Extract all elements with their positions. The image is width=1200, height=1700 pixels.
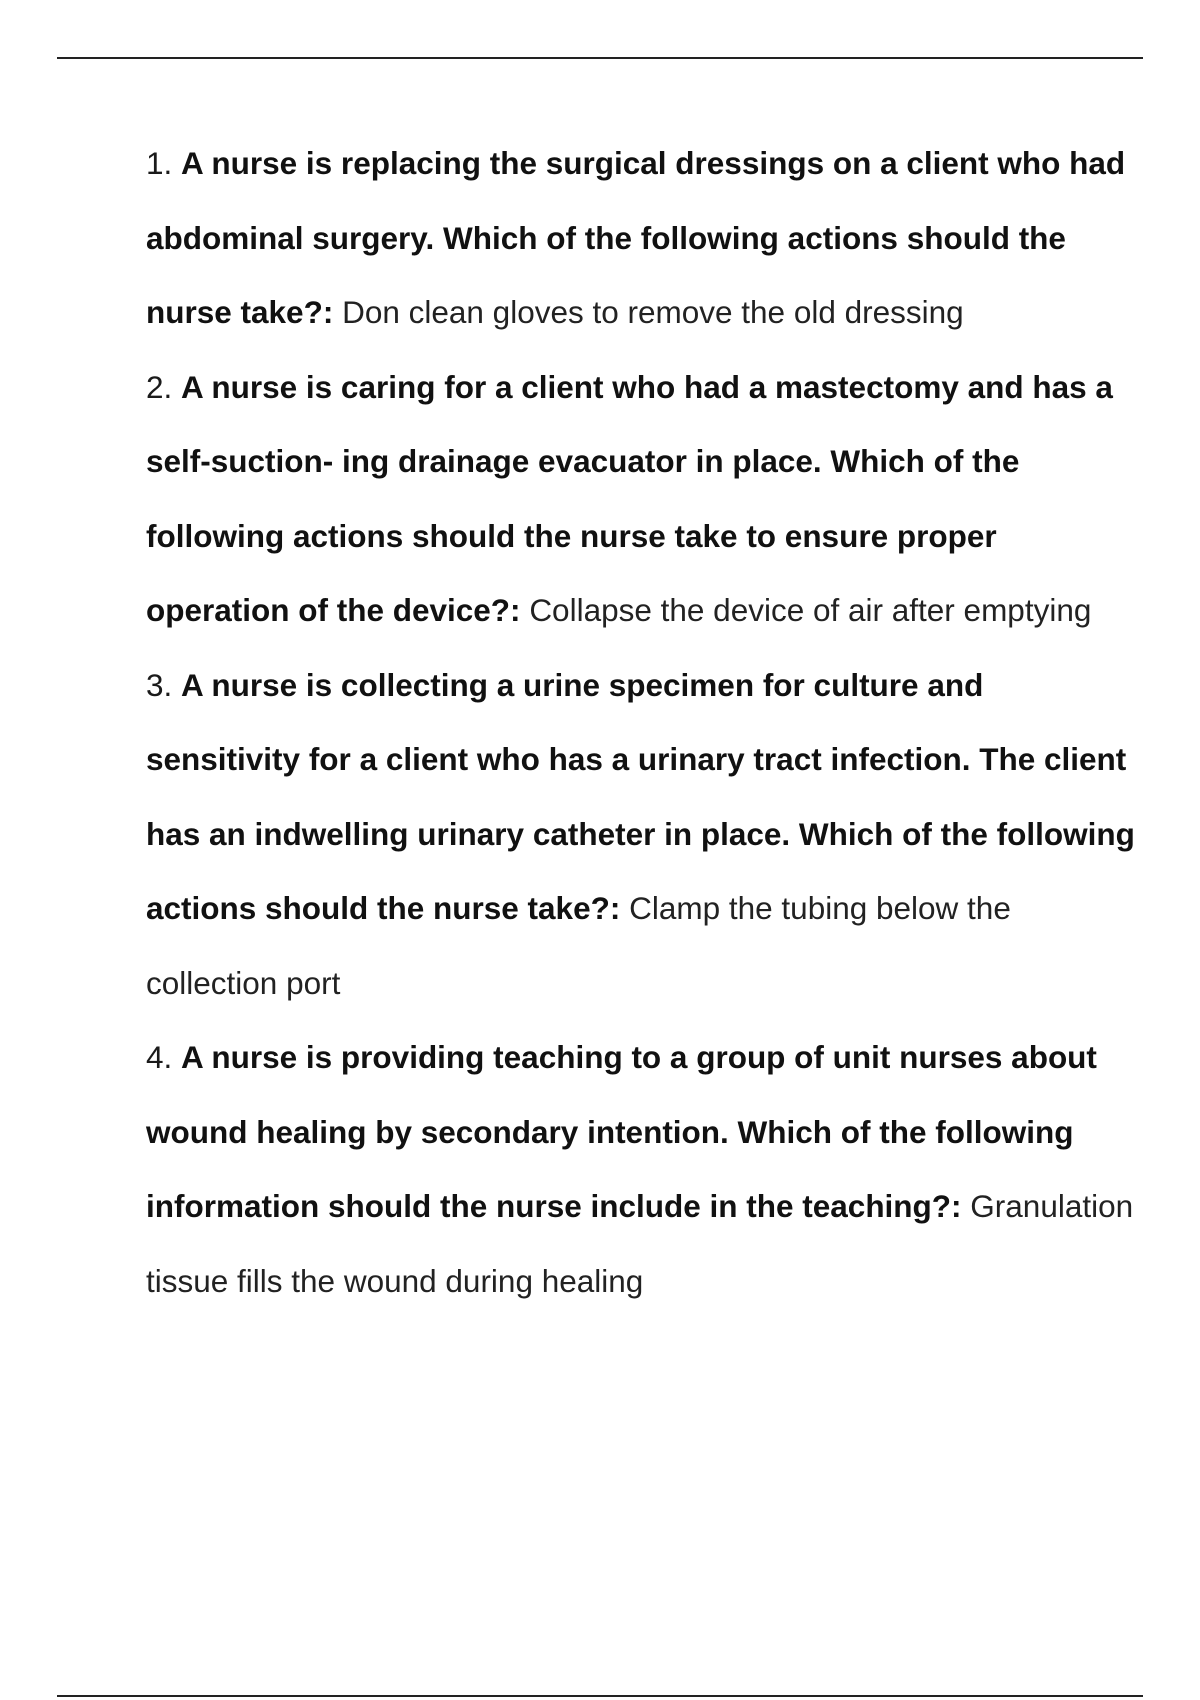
qa-item-1 [146, 126, 1146, 350]
answer-text: Clamp the tubing below the collection port [146, 890, 1011, 1001]
bottom-rule [57, 1695, 1143, 1697]
qa-item-4 [146, 1020, 1146, 1318]
question-text: A nurse is collecting a urine specimen for culture and sensitivity for a client who has a urinary tract infection. The client has an indwelling urinary catheter in place. Which of the following actions should the nurse take?: [146, 666, 1135, 926]
question-text: A nurse is providing teaching to a group of unit nurses about wound healing by secondary intention. Which of the following information should the nurse include in the teaching?: [146, 1039, 1097, 1224]
answer-text: Don clean gloves to remove the old dressing [342, 294, 964, 330]
top-rule [57, 57, 1143, 59]
item-number: 4. [146, 1039, 173, 1075]
qa-item-2 [146, 350, 1146, 648]
item-number: 3. [146, 666, 173, 703]
answer-text: Collapse the device of air after emptying [529, 592, 1092, 628]
question-list [146, 126, 1146, 1318]
answer-text: Granulation tissue fills the wound during healing [146, 1188, 1134, 1299]
question-text: A nurse is replacing the surgical dressings on a client who had abdominal surgery. Which of the following actions should the nurse take?: [146, 145, 1126, 330]
question-text: A nurse is caring for a client who had a mastectomy and has a self-suction- ing drainage evacuator in place. Which of the following actions should the nurse take to ensure proper operation of the device?: [146, 368, 1113, 628]
item-number: 2. [146, 368, 173, 405]
qa-item-3 [146, 648, 1146, 1021]
item-number: 1. [146, 145, 173, 181]
